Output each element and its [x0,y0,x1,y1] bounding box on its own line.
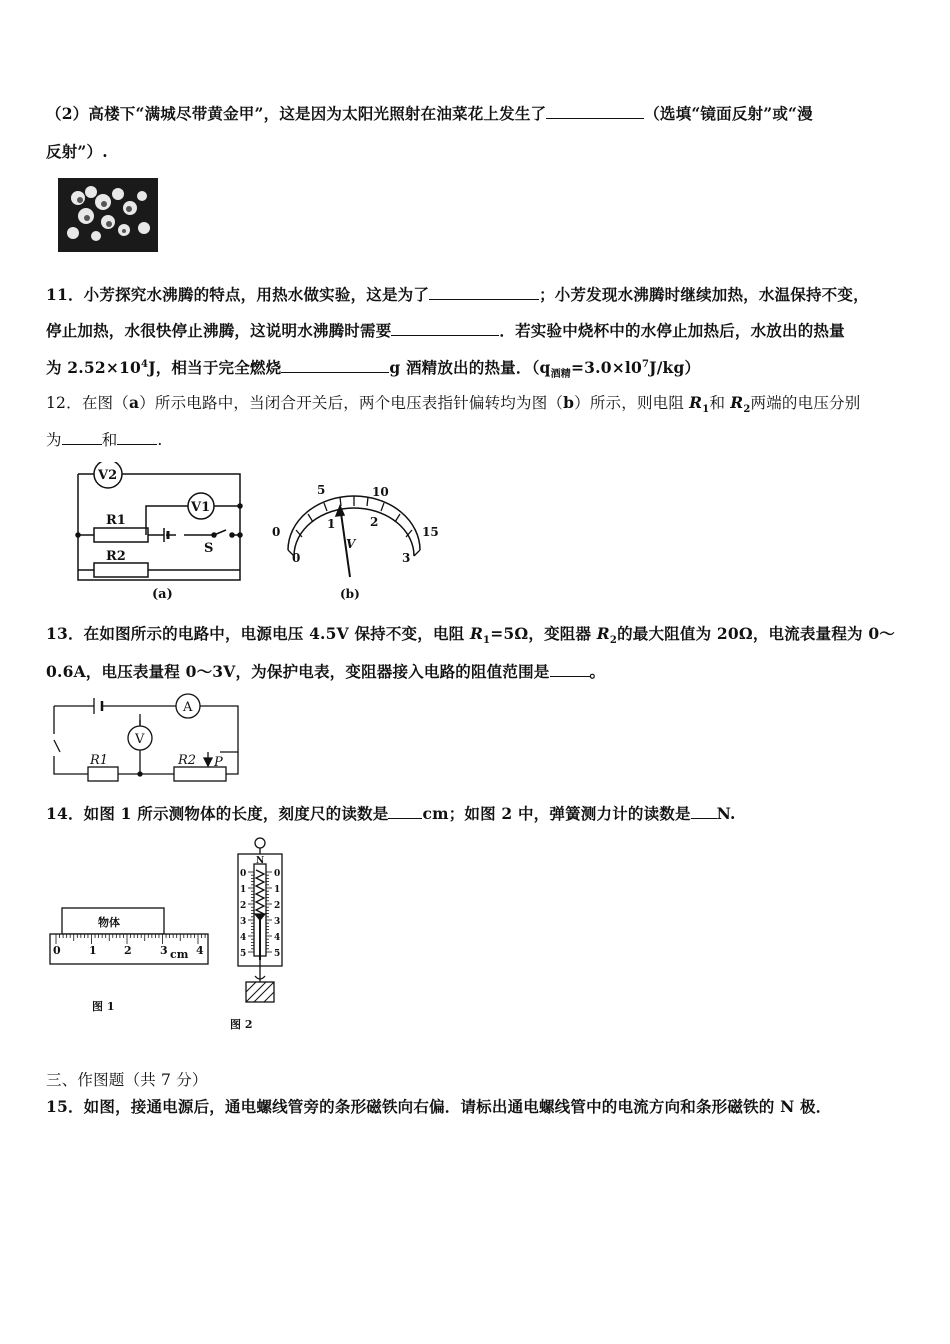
q12-line1: 12．在图（a）所示电路中，当闭合开关后，两个电压表指针偏转均为图（b）所示，则电阻 $R_1$和 $R_2$两端的电压分别 [46,393,861,416]
answer-blank[interactable] [550,662,590,677]
scale-right-4: 4 [274,933,281,943]
dial-top-10: 10 [372,485,389,499]
answer-blank[interactable] [117,430,157,445]
q13-line1: 13．在如图所示的电路中，电源电压 4.5V 保持不变，电阻 $R_1=5\Omega$，变阻器 $R_2$的最大阻值为 20Ω，电流表量程为 0～ [46,624,896,647]
q11-line1: 11．小芳探究水沸腾的特点，用热水做实验，这是为了 ；小芳发现水沸腾时继续加热，水温保持不变， [46,285,869,304]
resistor-r1-label: R1 [90,753,109,768]
scale-left-1: 1 [240,885,247,895]
figure-12a-circuit [66,462,251,606]
scale-right-2: 2 [274,901,281,911]
q11-line3: 为 $2.52\times 10^4J$，相当于完全燃烧 g 酒精放出的热量．$(q_{酒精}=3.0\times l0^7J/kg)$ [46,358,701,381]
figure-2-caption: 图 2 [230,1018,253,1031]
dial-bottom-3: 3 [402,551,411,565]
scale-left-5: 5 [240,949,247,959]
resistor-r2-label: R2 [178,753,197,768]
q13-line2: 0.6A，电压表量程 0～3V，为保护电表，变阻器接入电路的阻值范围是 。 [46,662,606,681]
switch-s-label: S [204,541,214,556]
figure-b-caption: (b) [340,587,360,601]
q11-line2: 停止加热，水很快停止沸腾，这说明水沸腾时需要 ．若实验中烧杯中的水停止加热后，水放出的热量 [46,321,845,340]
voltmeter-v2-label: V2 [98,468,118,483]
answer-blank[interactable] [391,321,499,336]
ruler-tick-1: 1 [89,944,97,957]
answer-blank[interactable] [546,104,644,119]
dial-bottom-1: 1 [327,517,336,531]
figure-14-1-ruler [46,904,214,1028]
voltmeter-v1-label: V1 [191,500,211,515]
dial-unit-v: V [346,537,356,551]
figure-14-2-spring-scale [222,836,302,1040]
spring-scale-unit-n: N [256,856,265,866]
section-3-heading: 三、作图题（共 7 分） [46,1071,208,1089]
scale-left-4: 4 [240,933,247,943]
dial-bottom-2: 2 [370,515,379,529]
answer-blank[interactable] [429,285,539,300]
figure-13-circuit [48,690,248,790]
scale-right-3: 3 [274,917,281,927]
scale-right-1: 1 [274,885,281,895]
answer-blank[interactable] [691,804,717,819]
ruler-tick-3: 3 [160,944,168,957]
scale-left-2: 2 [240,901,247,911]
q14-line: 14．如图 1 所示测物体的长度，刻度尺的读数是 cm；如图 2 中，弹簧测力计的读数是 N. [46,804,736,823]
scale-left-3: 3 [240,917,247,927]
dial-top-5: 5 [317,483,326,497]
q10-part2-line2: 反射”）. [46,142,108,161]
object-label: 物体 [98,916,120,929]
dial-bottom-0: 0 [292,551,301,565]
dial-top-0: 0 [272,525,281,539]
q12-line2: 为 和 . [46,431,163,449]
resistor-r2-label: R2 [106,549,126,564]
q10-part2-line1: （2）高楼下“满城尽带黄金甲”，这是因为太阳光照射在油菜花上发生了 （选填“镜面反射”或“漫 [46,104,813,123]
scale-right-0: 0 [274,869,281,879]
figure-a-caption: (a) [152,587,173,602]
ammeter-a-label: A [183,700,193,715]
ruler-tick-4: 4 [196,944,204,957]
figure-12b-voltmeter-dial [266,480,446,609]
ruler-tick-0: 0 [53,944,61,957]
voltmeter-v-label: V [135,732,145,747]
answer-blank[interactable] [388,804,422,819]
dial-top-15: 15 [422,525,439,539]
answer-blank[interactable] [62,430,102,445]
rapeseed-flower-photo [58,178,158,256]
scale-right-5: 5 [274,949,281,959]
ruler-unit-cm: cm [170,948,189,961]
figure-1-caption: 图 1 [92,1000,115,1013]
answer-blank[interactable] [281,358,389,373]
q15-line: 15．如图，接通电源后，通电螺线管旁的条形磁铁向右偏．请标出通电螺线管中的电流方向和条形磁铁的 N 极． [46,1097,832,1116]
scale-left-0: 0 [240,869,247,879]
resistor-r1-label: R1 [106,513,126,528]
slider-p-label: P [214,755,223,770]
ruler-tick-2: 2 [124,944,132,957]
